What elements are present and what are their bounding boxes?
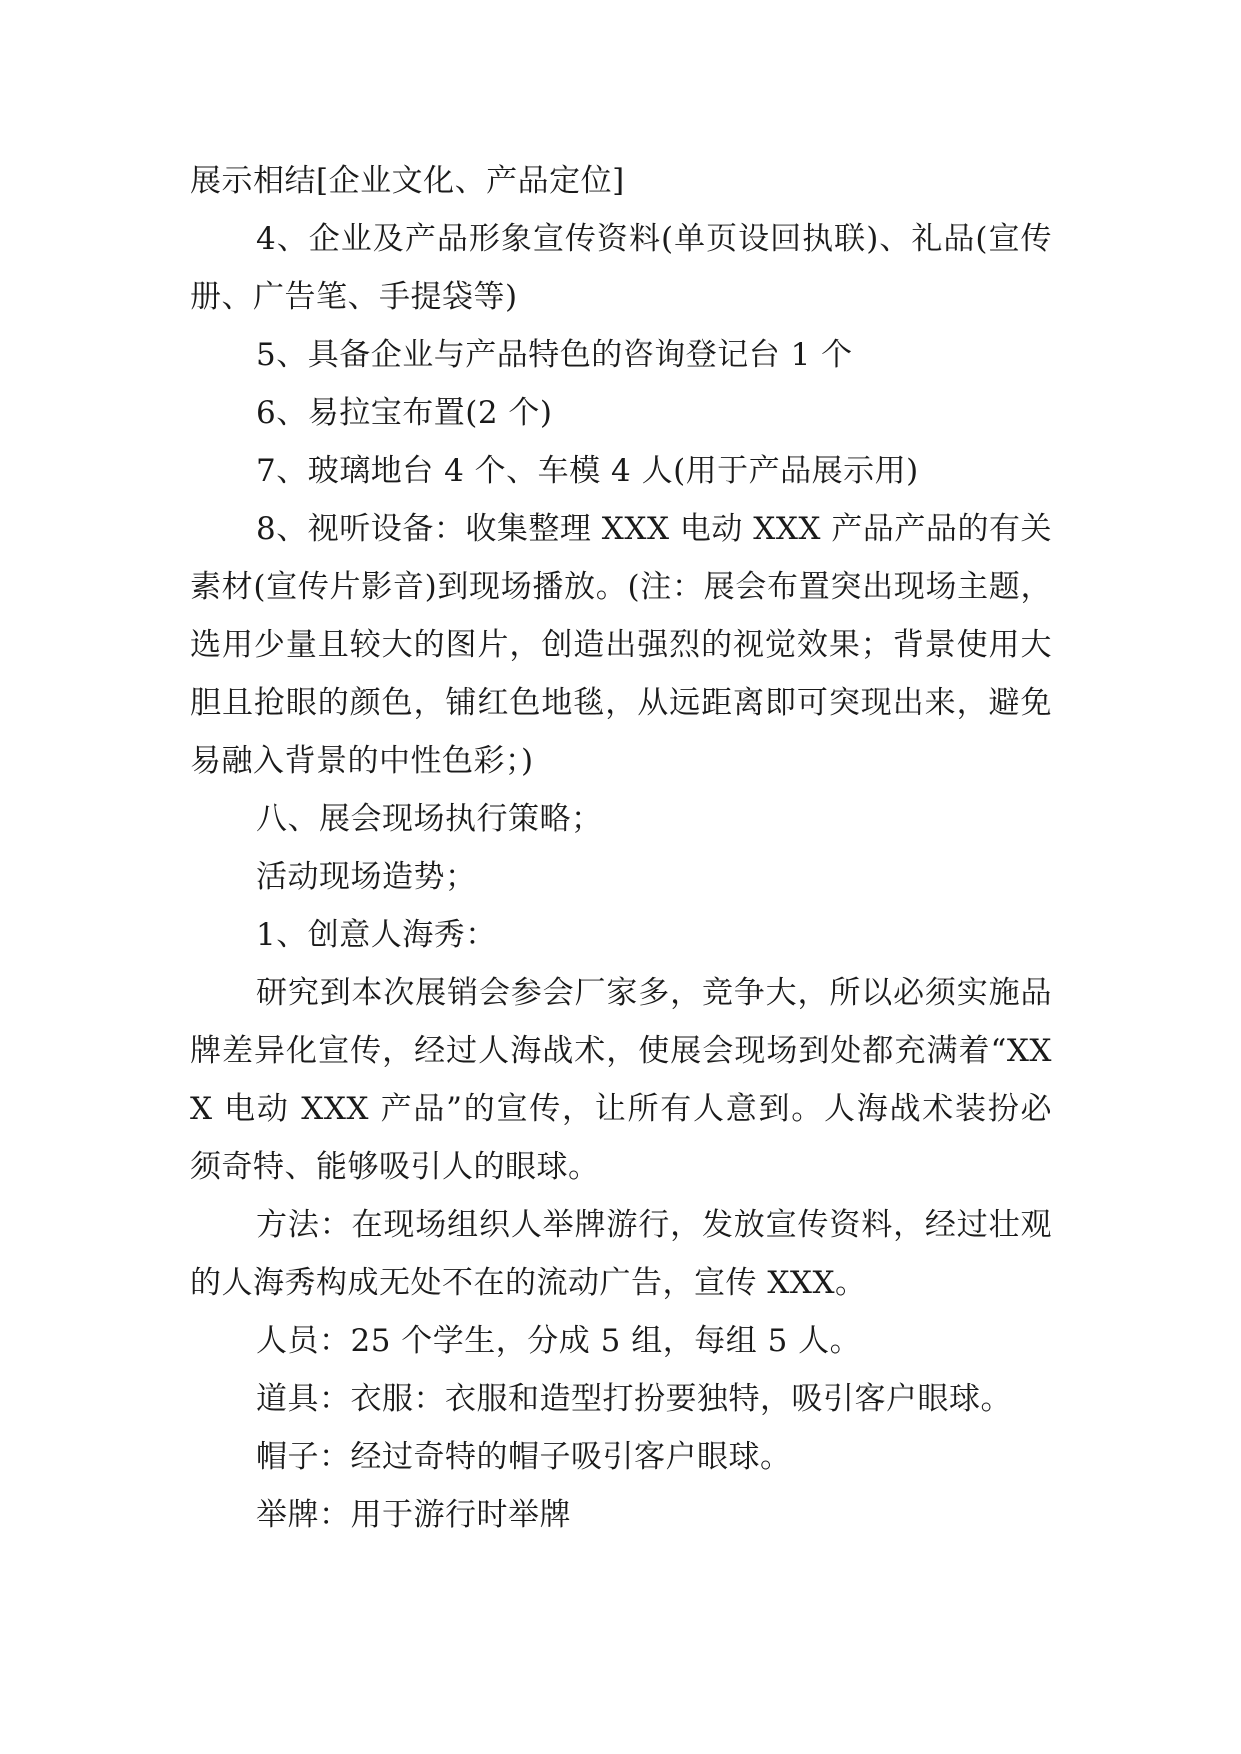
subheading-creative-show: 1、创意人海秀：: [256, 917, 497, 953]
subheading-activity: 活动现场造势；: [256, 859, 477, 895]
paragraph-hats: 帽子：经过奇特的帽子吸引客户眼球。: [256, 1439, 792, 1475]
paragraph-item-6: 6、易拉宝布置(2 个): [256, 395, 553, 431]
section-heading-8: 八、展会现场执行策略；: [256, 801, 603, 837]
paragraph-item-4: 4、企业及产品形象宣传资料(单页设回执联)、礼品(宣传册、广告笔、手提袋等): [190, 221, 1052, 315]
paragraph-item-7: 7、玻璃地台 4 个、车模 4 人(用于产品展示用): [256, 453, 919, 489]
paragraph-staff: 人员：25 个学生，分成 5 组，每组 5 人。: [256, 1323, 862, 1359]
document-body: [190, 152, 1052, 1544]
paragraph-continuation: 展示相结[企业文化、产品定位]: [190, 163, 625, 199]
paragraph-props: 道具：衣服：衣服和造型打扮要独特，吸引客户眼球。: [256, 1381, 1012, 1417]
paragraph-method: 方法：在现场组织人举牌游行，发放宣传资料，经过壮观的人海秀构成无处不在的流动广告，宣传 XXX。: [190, 1207, 1052, 1301]
paragraph-signs: 举牌：用于游行时举牌: [256, 1497, 571, 1533]
paragraph-item-5: 5、具备企业与产品特色的咨询登记台 1 个: [256, 337, 853, 373]
paragraph-item-8: 8、视听设备：收集整理 XXX 电动 XXX 产品产品的有关素材(宣传片影音)到现场播放。(注：展会布置突出现场主题，选用少量且较大的图片，创造出强烈的视觉效果；背景使用大胆且抢眼的颜色，铺红色地毯，从远距离即可突现出来，避免易融入背景的中性色彩；): [190, 511, 1052, 779]
paragraph-research: 研究到本次展销会参会厂家多，竞争大，所以必须实施品牌差异化宣传，经过人海战术，使展会现场到处都充满着“XXX 电动 XXX 产品”的宣传，让所有人意到。人海战术装扮必须奇特、能够吸引人的眼球。: [190, 975, 1052, 1185]
